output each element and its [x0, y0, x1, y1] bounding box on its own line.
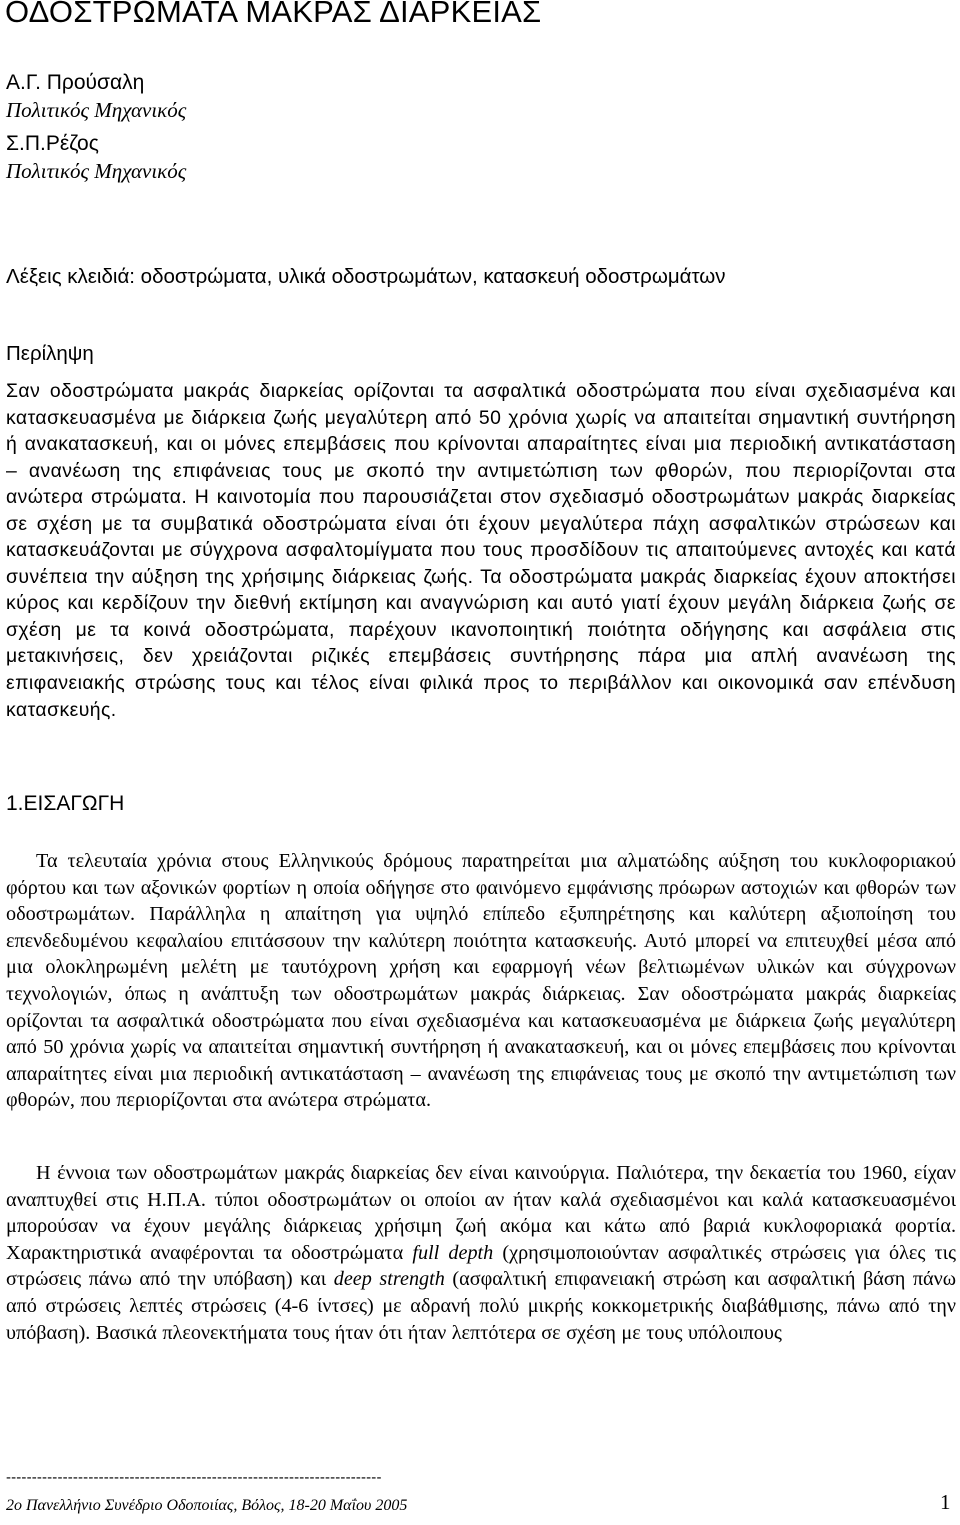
term-full-depth: full depth: [412, 1241, 494, 1264]
intro-paragraph-1: Τα τελευταία χρόνια στους Ελληνικούς δρόμους παρατηρείται μια αλματώδης αύξηση του κυκλοφοριακού φόρτου και των αξονικών φορτίων η οποία οδήγησε στο φαινόμενο εμφάνισης πρόωρων αστοχιών και φθορών των οδοστρωμάτων. Παράλληλα η απαίτηση για υψηλό επίπεδο εξυπηρέτησης και καλύτερη αξιοποίηση του επενδεδυμένου κεφαλαίου επιτάσσουν την καλύτερη ποιότητα κατασκευής. Αυτό μπορεί να επιτευχθεί μέσα από μια ολοκληρωμένη μελέτη με ταυτόχρονη χρήση και εφαρμογή νέων βελτιωμένων υλικών και σύγχρονων τεχνολογιών, όπως η ανάπτυξη των οδοστρωμάτων μακράς διάρκειας. Σαν οδοστρώματα μακράς διαρκείας ορίζονται τα ασφαλτικά οδοστρώματα που είναι σχεδιασμένα και κατασκευασμένα με διάρκεια ζωής μεγαλύτερη από 50 χρόνια χωρίς να απαιτείται σημαντική συντήρηση ή ανακατασκευή, και οι μόνες επεμβάσεις που κρίνονται απαραίτητες είναι μια περιοδική αντικατάσταση – ανανέωση της επιφάνειας τους με σκοπό την αντιμετώπιση των φθορών, που περιορίζονται στα ανώτερα στρώματα.: [6, 850, 956, 1112]
footer-conference: 2ο Πανελλήνιο Συνέδριο Οδοποιίας, Βόλος, 18-20 Μαΐου 2005: [6, 1497, 408, 1514]
footer-rule: -------------------------------------------------------------------------: [6, 1469, 382, 1486]
author-affiliation-1: Πολιτικός Μηχανικός: [6, 98, 187, 122]
author-name-1: Α.Γ. Προύσαλη: [6, 71, 145, 94]
section-heading: 1.ΕΙΣΑΓΩΓΗ: [6, 792, 125, 815]
keywords: Λέξεις κλειδιά: οδοστρώματα, υλικά οδοστρωμάτων, κατασκευή οδοστρωμάτων: [6, 265, 726, 288]
intro-paragraph-2: [6, 1160, 956, 1346]
author-name-2: Σ.Π.Ρέζος: [6, 132, 99, 155]
intro-paragraph-2-part-2: (χρησιμοποιούνταν ασφαλτικές στρώσεις για όλες τις στρώσεις πάνω από την υπόβαση) και: [6, 1241, 957, 1291]
abstract-body: Σαν οδοστρώματα μακράς διαρκείας ορίζονται τα ασφαλτικά οδοστρώματα που είναι σχεδιασμένα και κατασκευασμένα με διάρκεια ζωής μεγαλύτερη από 50 χρόνια χωρίς να απαιτείται σημαντική συντήρηση ή ανακατασκευή, και οι μόνες επεμβάσεις που κρίνονται απαραίτητες είναι μια περιοδική αντικατάσταση – ανανέωση της επιφάνειας τους με σκοπό την αντιμετώπιση των φθορών, που περιορίζονται στα ανώτερα στρώματα. Η καινοτομία που παρουσιάζεται στον σχεδιασμό οδοστρωμάτων μακράς διαρκείας σε σχέση με τα συμβατικά οδοστρώματα είναι ότι έχουν μεγαλύτερα πάχη ασφαλτικών στρώσεων και κατασκευάζονται με σύγχρονα ασφαλτομίγματα που τους προσδίδουν τις απαιτούμενες αντοχές και κατά συνέπεια την αύξηση της χρήσιμης διάρκειας ζωής. Τα οδοστρώματα μακράς διαρκείας έχουν αποκτήσει κύρος και κερδίζουν την διεθνή εκτίμηση και αναγνώριση και αυτό γιατί έχουν μεγάλη διάρκεια ζωής σε σχέση με τα κοινά οδοστρώματα, παρέχουν ικανοποιητική ποιότητα οδήγησης και ασφάλεια στις μετακινήσεις, δεν χρειάζονται ριζικές επεμβάσεις συντήρησης πάρα μια απλή ανανέωση της επιφανειακής στρώσης τους και τέλος είναι φιλικά προς το περιβάλλον και οικονομικά σαν επένδυση κατασκευής.: [6, 380, 956, 721]
page-number: 1: [940, 1490, 951, 1514]
abstract-heading: Περίληψη: [6, 342, 94, 365]
paper-title: ΟΔΟΣΤΡΩΜΑΤΑ ΜΑΚΡΑΣ ΔΙΑΡΚΕΙΑΣ: [5, 0, 542, 29]
intro-paragraph-2-part-1: Η έννοια των οδοστρωμάτων μακράς διαρκείας δεν είναι καινούργια. Παλιότερα, την δεκαετία του 1960, είχαν αναπτυχθεί στις Η.Π.Α. τύποι οδοστρωμάτων οι οποίοι αν ήταν καλά σχεδιασμένοι και καλά κατασκευασμένοι μπορούσαν να έχουν μεγάλης διάρκειας χρήσιμη ζωή ακόμα και κάτω από βαριά κυκλοφοριακά φορτία. Χαρακτηριστικά αναφέρονται τα οδοστρώματα: [6, 1162, 956, 1264]
intro-paragraph-2-part-3: (ασφαλτική επιφανειακή στρώση και ασφαλτική βάση πάνω από στρώσεις λεπτές στρώσεις (4-6 ίντσες) με αδρανή πολύ μικρής κοκκομετρικής διαβάθμισης, πάνω από την υπόβαση). Βασικά πλεονεκτήματα τους ήταν ότι ήταν λεπτότερα σε σχέση με τους υπόλοιπους: [6, 1268, 957, 1344]
author-affiliation-2: Πολιτικός Μηχανικός: [6, 159, 187, 183]
term-deep-strength: deep strength: [333, 1268, 445, 1291]
